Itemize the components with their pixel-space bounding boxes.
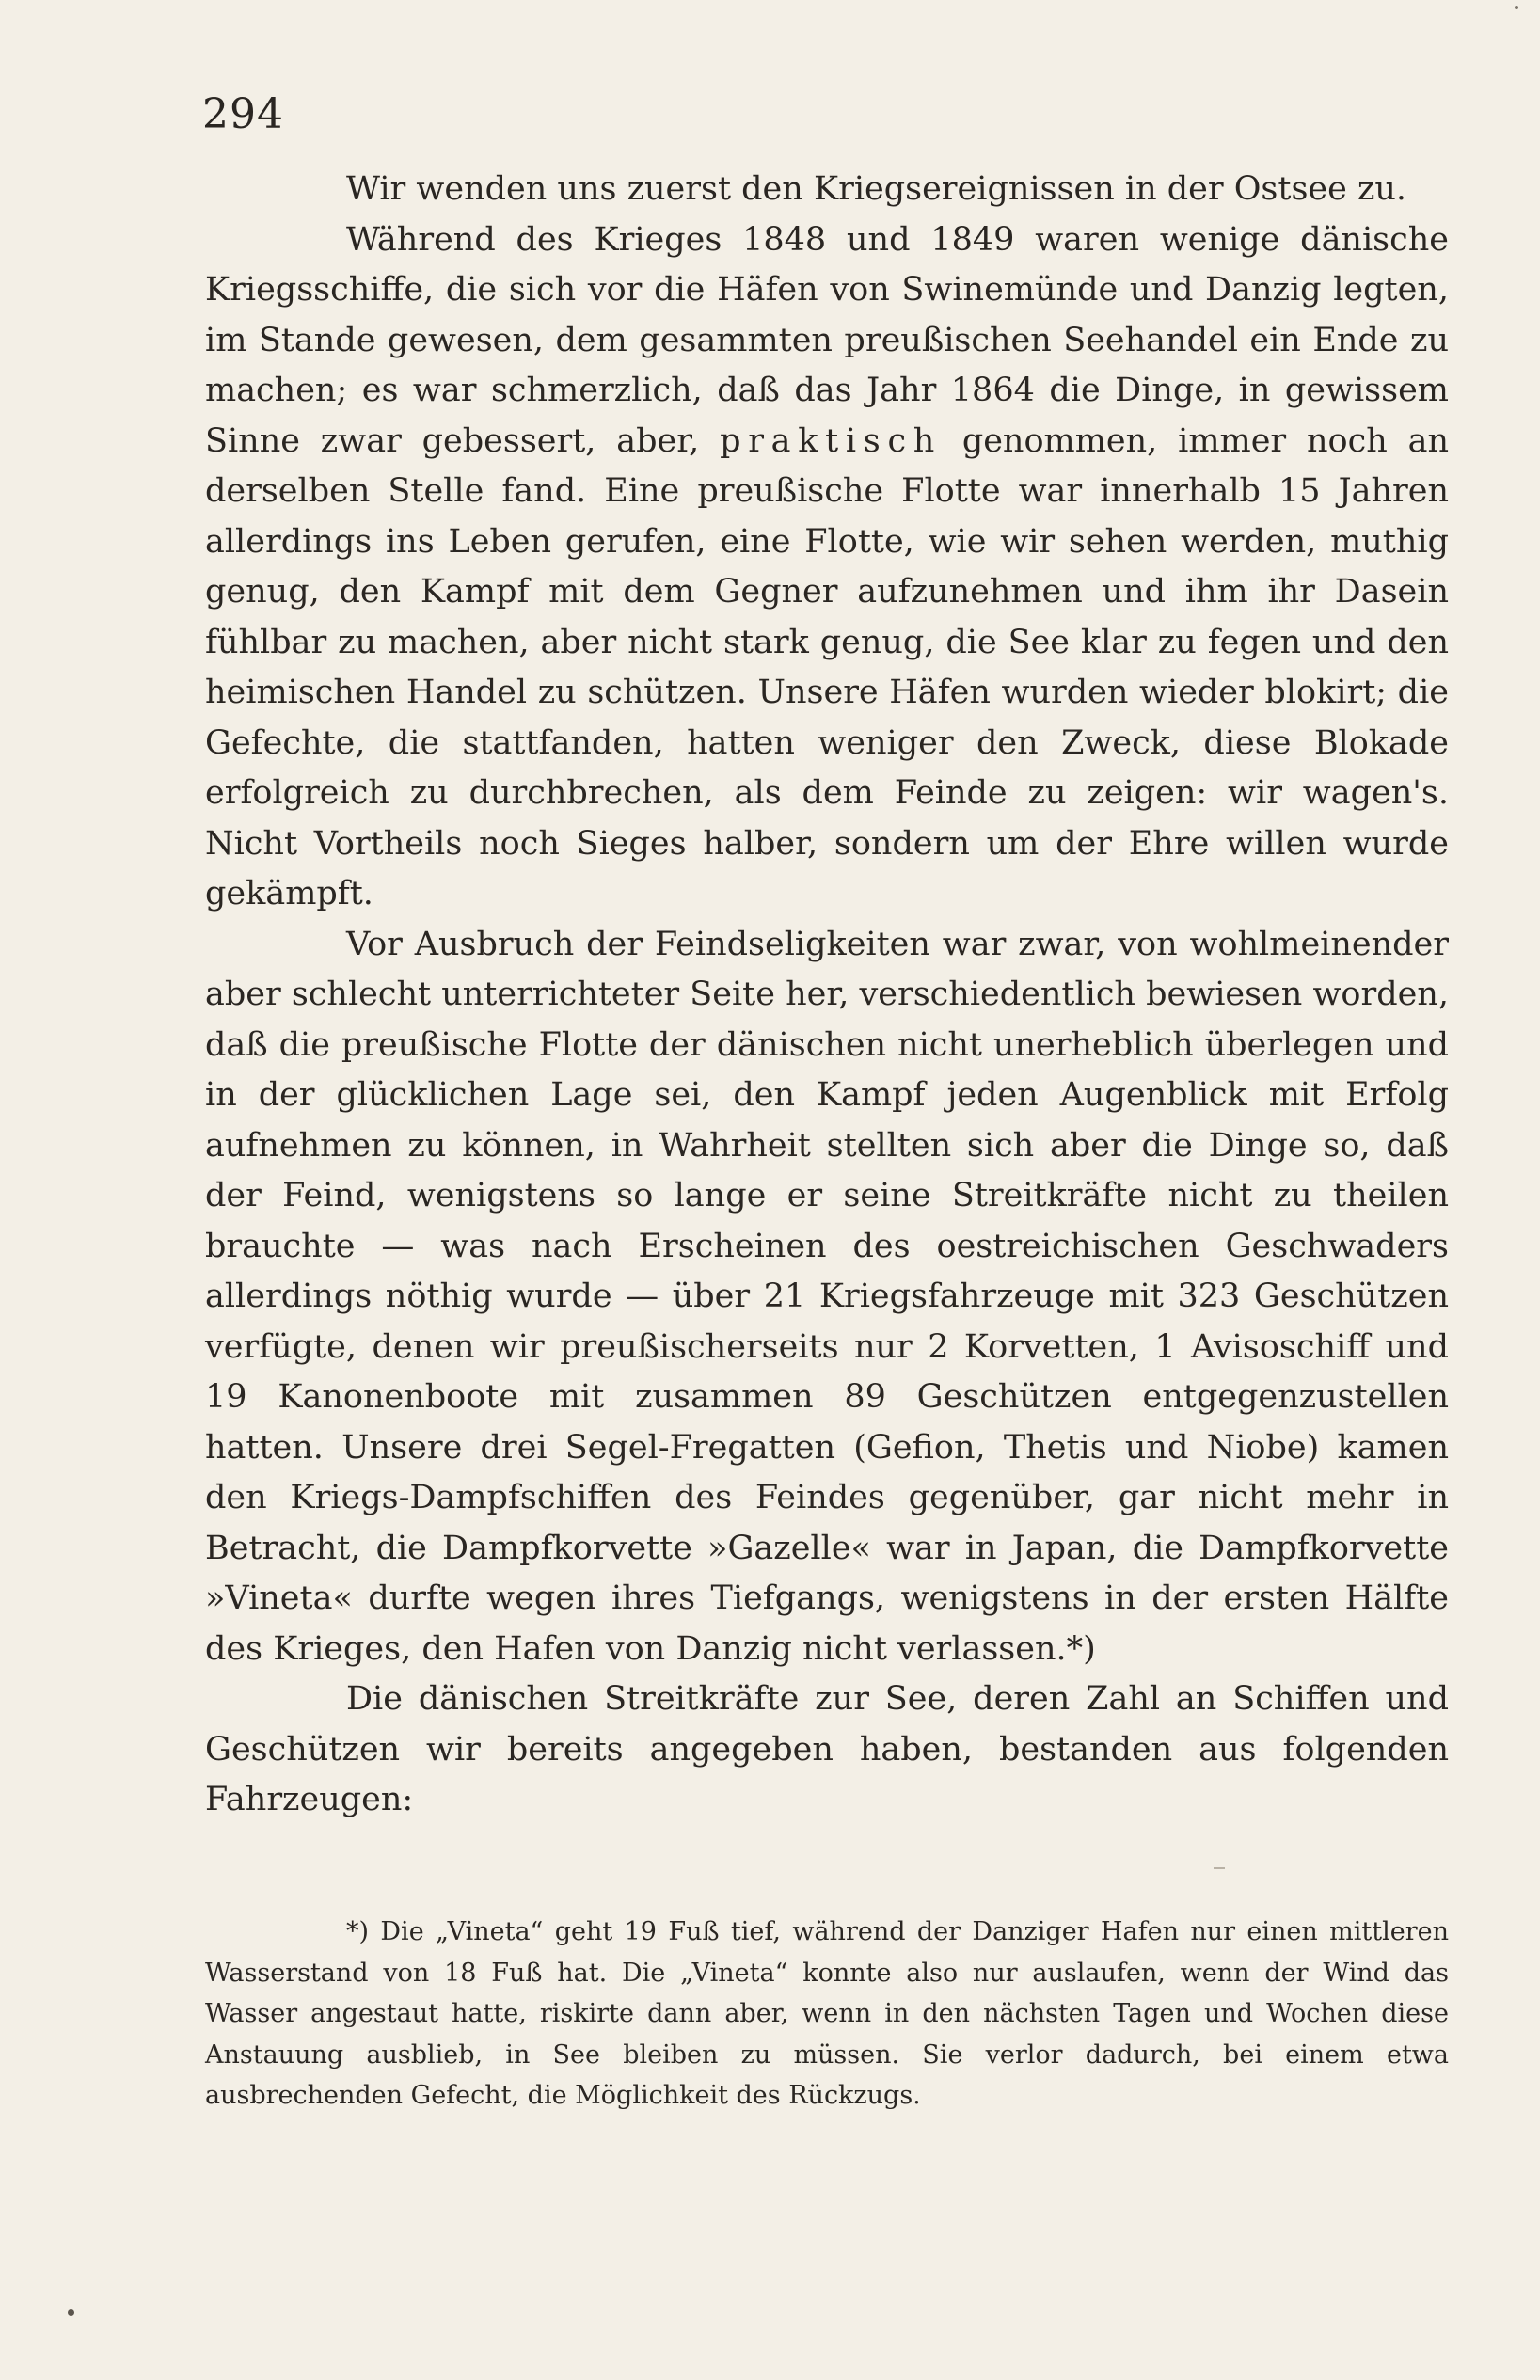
paragraph-2 xyxy=(205,215,1449,920)
footnote-separator xyxy=(1214,1867,1225,1869)
paragraph-3: Vor Ausbruch der Feindseligkeiten war zwar, von wohlmeinender aber schlecht unterrichteter Seite her, verschiedentlich bewiesen worden, daß die preußische Flotte der dänischen nicht unerheblich überlegen und in der glücklichen Lage sei, den Kampf jeden Augenblick mit Erfolg aufnehmen zu können, in Wahrheit stellten sich aber die Dinge so, daß der Feind, wenigstens so lange er seine Streitkräfte nicht zu theilen brauchte — was nach Erscheinen des oestreichischen Geschwaders allerdings nöthig wurde — über 21 Kriegsfahrzeuge mit 323 Geschützen verfügte, denen wir preußischerseits nur 2 Korvetten, 1 Avisoschiff und 19 Kanonenboote mit zusammen 89 Geschützen entgegenzustellen hatten. Unsere drei Segel-Fregatten (Gefion, Thetis und Niobe) kamen den Kriegs-Dampfschiffen des Feindes gegenüber, gar nicht mehr in Betracht, die Dampfkorvette »Gazelle« war in Japan, die Dampfkorvette »Vineta« durfte wegen ihres Tiefgangs, wenigstens in der ersten Hälfte des Krieges, den Hafen von Danzig nicht verlassen.*) xyxy=(205,925,1449,1668)
page-number: 294 xyxy=(202,90,284,138)
emphasized-word: praktisch xyxy=(720,421,942,460)
paragraph-4: Die dänischen Streitkräfte zur See, deren Zahl an Schiffen und Geschützen wir bereits angegeben haben, bestanden aus folgenden Fahrzeugen: xyxy=(205,1680,1449,1818)
footnote: *) Die „Vineta“ geht 19 Fuß tief, während der Danziger Hafen nur einen mittleren Wasserstand von 18 Fuß hat. Die „Vineta“ konnte also nur auslaufen, wenn der Wind das Wasser angestaut hatte, riskirte dann aber, wenn in den nächsten Tagen und Wochen diese Anstauung ausblieb, in See bleiben zu müssen. Sie verlor dadurch, bei einem etwa ausbrechenden Gefecht, die Möglichkeit des Rückzugs. xyxy=(205,1917,1449,2110)
paragraph-2-text-continued: genommen, immer noch an derselben Stelle fand. Eine preußische Flotte war innerhalb 15 Jahren allerdings ins Leben gerufen, eine Flotte, wie wir sehen werden, muthig genug, den Kampf mit dem Gegner aufzunehmen und ihm ihr Dasein fühlbar zu machen, aber nicht stark genug, die See klar zu fegen und den heimischen Handel zu schützen. Unsere Häfen wurden wieder blokirt; die Gefechte, die stattfanden, hatten weniger den Zweck, diese Blokade erfolgreich zu durchbrechen, als dem Feinde zu zeigen: wir wagen's. Nicht Vortheils noch Sieges halber, sondern um der Ehre willen wurde gekämpft. xyxy=(205,421,1449,912)
paper-speck xyxy=(68,2309,74,2316)
paper-speck xyxy=(1515,6,1518,9)
footnotes xyxy=(205,1912,1449,2117)
main-text xyxy=(205,165,1449,1826)
paragraph-2-text: Während des Krieges 1848 und 1849 waren wenige dänische Kriegsschiffe, die sich vor die Häfen von Swinemünde und Danzig legten, im Stande gewesen, dem gesammten preußischen Seehandel ein Ende zu machen; es war schmerzlich, daß das Jahr 1864 die Dinge, in gewissem Sinne zwar gebessert, aber, xyxy=(205,220,1449,460)
paragraph-1: Wir wenden uns zuerst den Kriegsereignissen in der Ostsee zu. xyxy=(346,170,1407,208)
